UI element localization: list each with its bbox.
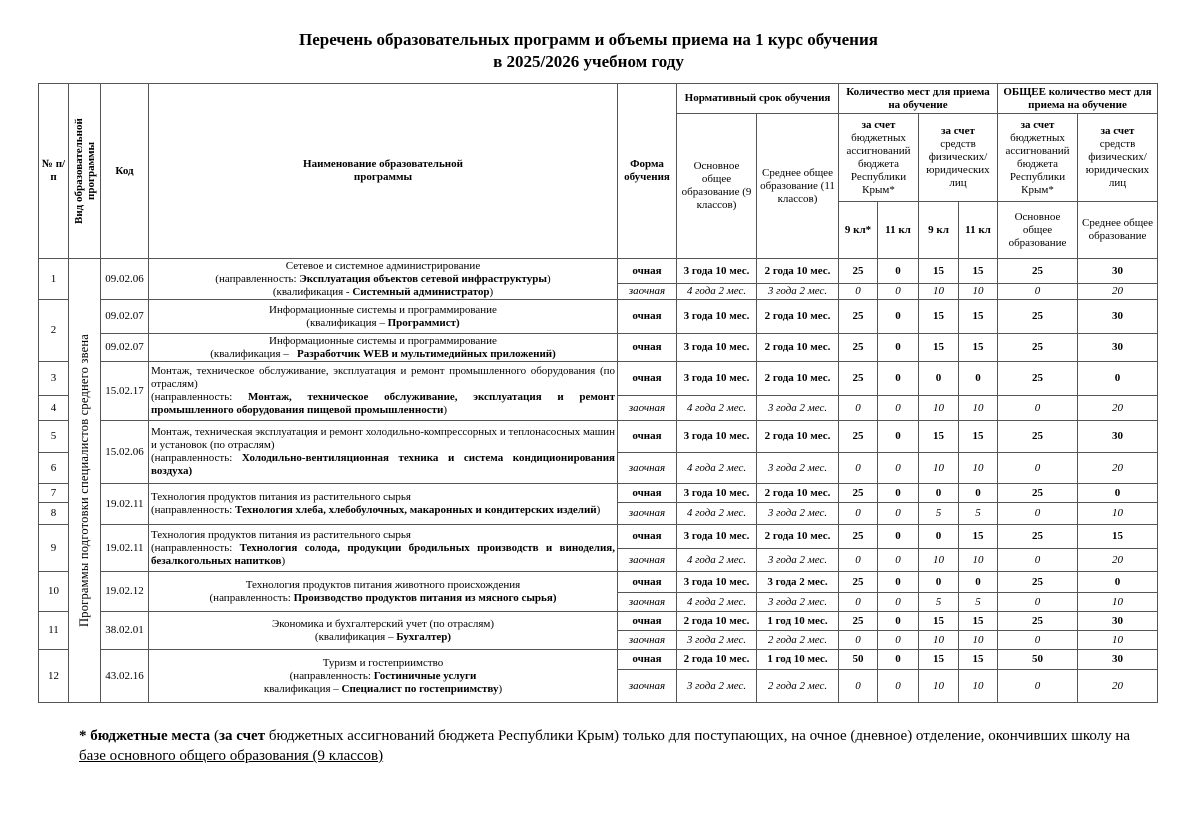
duration-9: 4 года 2 мес. [677, 284, 757, 300]
duration-9: 3 года 10 мес. [677, 300, 757, 334]
duration-9: 3 года 10 мес. [677, 572, 757, 593]
paid-9: 15 [919, 650, 959, 670]
total-paid: 20 [1078, 396, 1158, 421]
program-code: 09.02.06 [101, 259, 149, 300]
table-row [39, 650, 1158, 670]
duration-11: 2 года 2 мес. [757, 631, 839, 650]
header-total-secondary: Среднее общее образование [1078, 202, 1158, 259]
duration-9: 4 года 2 мес. [677, 503, 757, 525]
paid-9: 10 [919, 549, 959, 572]
total-budget: 0 [998, 503, 1078, 525]
duration-9: 4 года 2 мес. [677, 396, 757, 421]
duration-9: 2 года 10 мес. [677, 612, 757, 631]
duration-11: 2 года 10 мес. [757, 525, 839, 549]
paid-11: 10 [959, 670, 998, 703]
row-num: 6 [39, 453, 69, 484]
header-paid-11: 11 кл [959, 202, 998, 259]
table-row [39, 484, 1158, 503]
table-row [39, 300, 1158, 334]
paid-11: 15 [959, 334, 998, 362]
budget-9: 25 [839, 421, 878, 453]
paid-11: 0 [959, 362, 998, 396]
form-cell: заочная [618, 503, 677, 525]
program-code: 19.02.11 [101, 484, 149, 525]
paid-11: 10 [959, 549, 998, 572]
budget-9: 0 [839, 453, 878, 484]
paid-11: 15 [959, 300, 998, 334]
budget-11: 0 [878, 631, 919, 650]
program-name: Туризм и гостеприимство (направленность: Гостиничные услуги квалификация – Специалист по гостеприимству) [149, 650, 618, 703]
paid-9: 10 [919, 284, 959, 300]
duration-11: 2 года 2 мес. [757, 670, 839, 703]
paid-11: 0 [959, 572, 998, 593]
duration-11: 3 года 2 мес. [757, 453, 839, 484]
header-total: ОБЩЕЕ количество мест для приема на обучение [998, 84, 1158, 114]
form-cell: очная [618, 334, 677, 362]
budget-11: 0 [878, 300, 919, 334]
total-paid: 10 [1078, 631, 1158, 650]
duration-9: 3 года 10 мес. [677, 525, 757, 549]
row-num: 2 [39, 300, 69, 362]
total-budget: 0 [998, 549, 1078, 572]
form-cell: заочная [618, 284, 677, 300]
form-cell: очная [618, 612, 677, 631]
table-row [39, 421, 1158, 453]
budget-9: 0 [839, 549, 878, 572]
total-budget: 25 [998, 484, 1078, 503]
row-num: 8 [39, 503, 69, 525]
budget-11: 0 [878, 334, 919, 362]
paid-11: 0 [959, 484, 998, 503]
form-cell: заочная [618, 631, 677, 650]
form-cell: очная [618, 362, 677, 396]
budget-9: 0 [839, 284, 878, 300]
paid-9: 10 [919, 453, 959, 484]
row-num: 4 [39, 396, 69, 421]
total-paid: 10 [1078, 593, 1158, 612]
table-row [39, 259, 1158, 284]
total-paid: 20 [1078, 453, 1158, 484]
total-paid: 20 [1078, 284, 1158, 300]
row-num: 10 [39, 572, 69, 612]
total-paid: 15 [1078, 525, 1158, 549]
duration-9: 4 года 2 мес. [677, 453, 757, 484]
program-code: 19.02.12 [101, 572, 149, 612]
budget-9: 25 [839, 334, 878, 362]
header-budget-9: 9 кл* [839, 202, 878, 259]
budget-11: 0 [878, 525, 919, 549]
paid-9: 10 [919, 631, 959, 650]
total-budget: 0 [998, 670, 1078, 703]
paid-11: 15 [959, 612, 998, 631]
paid-9: 0 [919, 525, 959, 549]
program-name: Технология продуктов питания животного происхождения (направленность: Производство продуктов питания из мясного сырья) [149, 572, 618, 612]
total-budget: 0 [998, 396, 1078, 421]
total-budget: 50 [998, 650, 1078, 670]
budget-9: 25 [839, 525, 878, 549]
total-budget: 25 [998, 362, 1078, 396]
program-code: 09.02.07 [101, 334, 149, 362]
footnote-star: * бюджетные места [79, 728, 211, 744]
duration-9: 4 года 2 мес. [677, 593, 757, 612]
duration-11: 3 года 2 мес. [757, 396, 839, 421]
paid-11: 15 [959, 525, 998, 549]
form-cell: очная [618, 300, 677, 334]
form-cell: очная [618, 525, 677, 549]
budget-9: 25 [839, 572, 878, 593]
total-budget: 25 [998, 334, 1078, 362]
budget-11: 0 [878, 593, 919, 612]
budget-11: 0 [878, 396, 919, 421]
header-duration-9: Основное общее образование (9 классов) [677, 114, 757, 259]
page-subtitle: в 2025/2026 учебном году [493, 52, 684, 71]
total-paid: 30 [1078, 300, 1158, 334]
budget-9: 0 [839, 396, 878, 421]
duration-11: 3 года 2 мес. [757, 549, 839, 572]
paid-9: 5 [919, 503, 959, 525]
paid-9: 15 [919, 259, 959, 284]
duration-11: 2 года 10 мес. [757, 362, 839, 396]
form-cell: очная [618, 421, 677, 453]
duration-11: 3 года 2 мес. [757, 572, 839, 593]
total-paid: 30 [1078, 334, 1158, 362]
duration-11: 3 года 2 мес. [757, 593, 839, 612]
paid-11: 15 [959, 650, 998, 670]
paid-11: 5 [959, 593, 998, 612]
total-paid: 10 [1078, 503, 1158, 525]
row-num: 1 [39, 259, 69, 300]
duration-9: 4 года 2 мес. [677, 549, 757, 572]
header-paid: за счет средств физических/ юридических лиц [919, 114, 998, 202]
program-name: Технология продуктов питания из растительного сырья (направленность: Технология солода, продукции бродильных производств и виноделия, безалкогольных напитков) [149, 525, 618, 572]
duration-11: 2 года 10 мес. [757, 259, 839, 284]
total-budget: 25 [998, 572, 1078, 593]
header-total-budget: за счет бюджетных ассигнований бюджета Республики Крым* [998, 114, 1078, 202]
row-num: 9 [39, 525, 69, 572]
paid-11: 10 [959, 284, 998, 300]
budget-11: 0 [878, 259, 919, 284]
total-budget: 25 [998, 525, 1078, 549]
program-name: Информационные системы и программирование (квалификация – Разработчик WEB и мультимедийных приложений) [149, 334, 618, 362]
total-budget: 25 [998, 300, 1078, 334]
budget-9: 25 [839, 612, 878, 631]
budget-9: 25 [839, 484, 878, 503]
duration-9: 3 года 2 мес. [677, 670, 757, 703]
total-budget: 0 [998, 593, 1078, 612]
budget-11: 0 [878, 362, 919, 396]
total-paid: 0 [1078, 484, 1158, 503]
duration-11: 2 года 10 мес. [757, 484, 839, 503]
paid-11: 10 [959, 453, 998, 484]
program-type-cell: Программы подготовки специалистов среднего звена [69, 259, 101, 703]
header-duration-11: Среднее общее образование (11 классов) [757, 114, 839, 259]
total-paid: 30 [1078, 259, 1158, 284]
program-name: Сетевое и системное администрирование (направленность: Эксплуатация объектов сетевой инфраструктуры) (квалификация - Системный администратор) [149, 259, 618, 300]
form-cell: заочная [618, 670, 677, 703]
total-paid: 0 [1078, 362, 1158, 396]
paid-9: 5 [919, 593, 959, 612]
program-code: 15.02.06 [101, 421, 149, 484]
duration-11: 1 год 10 мес. [757, 612, 839, 631]
paid-11: 15 [959, 421, 998, 453]
duration-9: 3 года 10 мес. [677, 362, 757, 396]
paid-9: 15 [919, 300, 959, 334]
duration-11: 2 года 10 мес. [757, 421, 839, 453]
total-paid: 30 [1078, 650, 1158, 670]
header-total-paid: за счет средств физических/ юридических лиц [1078, 114, 1158, 202]
budget-11: 0 [878, 503, 919, 525]
row-num: 7 [39, 484, 69, 503]
program-name: Монтаж, техническая эксплуатация и ремонт холодильно-компрессорных и теплонасосных машин и установок (по отраслям) (направленность: Холодильно-вентиляционная техника и система кондиционирования воздуха) [149, 421, 618, 484]
footnote-underlined: базе основного общего образования (9 классов) [79, 748, 384, 764]
paid-9: 10 [919, 396, 959, 421]
total-budget: 0 [998, 631, 1078, 650]
row-num: 3 [39, 362, 69, 396]
form-cell: очная [618, 484, 677, 503]
budget-9: 25 [839, 259, 878, 284]
budget-9: 50 [839, 650, 878, 670]
header-places: Количество мест для приема на обучение [839, 84, 998, 114]
duration-9: 2 года 10 мес. [677, 650, 757, 670]
total-budget: 0 [998, 284, 1078, 300]
duration-9: 3 года 10 мес. [677, 421, 757, 453]
header-code: Код [101, 84, 149, 259]
budget-9: 0 [839, 503, 878, 525]
paid-9: 15 [919, 612, 959, 631]
footnote: * бюджетные места (за счет бюджетных ассигнований бюджета Республики Крым) только для поступающих, на очное (дневное) отделение, окончивших школу на базе основного общего образования (9 классов) [79, 728, 1131, 764]
header-form: Форма обучения [618, 84, 677, 259]
total-paid: 30 [1078, 421, 1158, 453]
paid-9: 0 [919, 362, 959, 396]
program-code: 43.02.16 [101, 650, 149, 703]
budget-11: 0 [878, 421, 919, 453]
budget-11: 0 [878, 670, 919, 703]
table-row [39, 612, 1158, 631]
program-code: 38.02.01 [101, 612, 149, 650]
budget-11: 0 [878, 284, 919, 300]
budget-9: 25 [839, 362, 878, 396]
paid-11: 10 [959, 396, 998, 421]
budget-11: 0 [878, 549, 919, 572]
page-title: Перечень образовательных программ и объемы приема на 1 курс обучения [299, 30, 878, 49]
duration-9: 3 года 10 мес. [677, 334, 757, 362]
duration-9: 3 года 10 мес. [677, 484, 757, 503]
form-cell: очная [618, 650, 677, 670]
program-code: 15.02.17 [101, 362, 149, 421]
total-budget: 25 [998, 612, 1078, 631]
header-budget: за счет бюджетных ассигнований бюджета Республики Крым* [839, 114, 919, 202]
form-cell: заочная [618, 396, 677, 421]
table-row [39, 525, 1158, 549]
budget-9: 0 [839, 593, 878, 612]
form-cell: заочная [618, 453, 677, 484]
row-num: 11 [39, 612, 69, 650]
program-code: 19.02.11 [101, 525, 149, 572]
header-paid-9: 9 кл [919, 202, 959, 259]
header-total-basic: Основное общее образование [998, 202, 1078, 259]
paid-9: 0 [919, 572, 959, 593]
budget-11: 0 [878, 650, 919, 670]
header-duration: Нормативный срок обучения [677, 84, 839, 114]
table-row [39, 334, 1158, 362]
duration-11: 3 года 2 мес. [757, 284, 839, 300]
program-code: 09.02.07 [101, 300, 149, 334]
duration-11: 2 года 10 мес. [757, 300, 839, 334]
budget-9: 0 [839, 670, 878, 703]
paid-9: 15 [919, 334, 959, 362]
form-cell: очная [618, 572, 677, 593]
table-row [39, 362, 1158, 396]
programs-table [38, 83, 1158, 703]
paid-11: 5 [959, 503, 998, 525]
header-budget-11: 11 кл [878, 202, 919, 259]
duration-11: 1 год 10 мес. [757, 650, 839, 670]
paid-9: 0 [919, 484, 959, 503]
row-num: 12 [39, 650, 69, 703]
duration-11: 2 года 10 мес. [757, 334, 839, 362]
duration-9: 3 года 10 мес. [677, 259, 757, 284]
budget-11: 0 [878, 572, 919, 593]
total-budget: 0 [998, 453, 1078, 484]
header-program-type: Вид образовательной программы [69, 84, 101, 259]
budget-9: 25 [839, 300, 878, 334]
program-name: Экономика и бухгалтерский учет (по отраслям) (квалификация – Бухгалтер) [149, 612, 618, 650]
budget-9: 0 [839, 631, 878, 650]
program-name: Монтаж, техническое обслуживание, эксплуатация и ремонт промышленного оборудования (по отраслям) (направленность: Монтаж, техническое обслуживание, эксплуатация и ремонт промышленного оборудования пищевой промышленности) [149, 362, 618, 421]
duration-11: 3 года 2 мес. [757, 503, 839, 525]
row-num: 5 [39, 421, 69, 453]
program-name: Информационные системы и программирование (квалификация – Программист) [149, 300, 618, 334]
program-name: Технология продуктов питания из растительного сырья (направленность: Технология хлеба, хлебобулочных, макаронных и кондитерских изделий) [149, 484, 618, 525]
total-paid: 30 [1078, 612, 1158, 631]
form-cell: заочная [618, 549, 677, 572]
paid-9: 10 [919, 670, 959, 703]
table-row [39, 572, 1158, 593]
header-name: Наименование образовательной программы [149, 84, 618, 259]
budget-11: 0 [878, 612, 919, 631]
total-paid: 0 [1078, 572, 1158, 593]
budget-11: 0 [878, 484, 919, 503]
paid-9: 15 [919, 421, 959, 453]
duration-9: 3 года 2 мес. [677, 631, 757, 650]
total-budget: 25 [998, 259, 1078, 284]
form-cell: заочная [618, 593, 677, 612]
budget-11: 0 [878, 453, 919, 484]
form-cell: очная [618, 259, 677, 284]
paid-11: 10 [959, 631, 998, 650]
total-paid: 20 [1078, 670, 1158, 703]
paid-11: 15 [959, 259, 998, 284]
total-paid: 20 [1078, 549, 1158, 572]
header-num: № п/п [39, 84, 69, 259]
total-budget: 25 [998, 421, 1078, 453]
